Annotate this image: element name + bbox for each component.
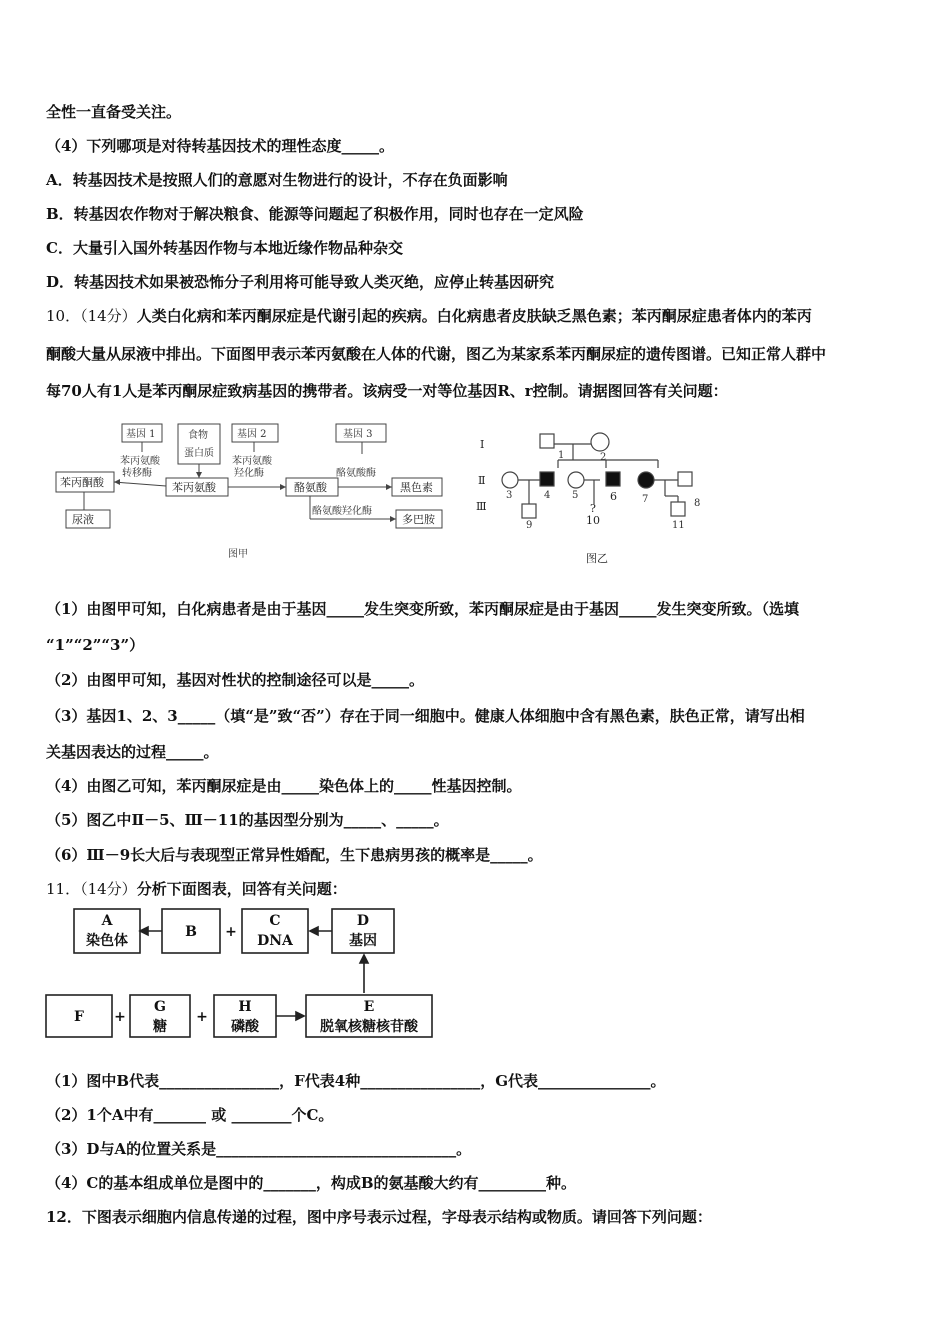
diagram-h-letter: H <box>238 999 252 1015</box>
q12-stem: 12．下图表示细胞内信息传递的过程，图中序号表示过程，字母表示结构或物质。请回答下列问题： <box>46 1208 712 1226</box>
fig-a-food: 食物 <box>188 430 208 441</box>
fig-a-enzyme2-a: 苯丙氨酸 <box>232 456 272 467</box>
diagram-plus-2: + <box>114 1009 126 1025</box>
pedigree-n9: 9 <box>526 520 533 531</box>
fig-a-enzyme3: 酪氨酸酶 <box>336 468 376 479</box>
q10-stem-1: 人类白化病和苯丙酮尿症是代谢引起的疾病。白化病患者皮肤缺乏黑色素；苯丙酮尿症患者体内的苯丙 <box>136 307 812 325</box>
q10-subquestion-4: （4）由图乙可知，苯丙酮尿症是由_____染色体上的_____性基因控制。 <box>46 777 522 795</box>
q10-subquestion-6: （6）Ⅲ－9长大后与表现型正常异性婚配，生下患病男孩的概率是_____。 <box>46 846 543 864</box>
diagram-e-letter: E <box>363 999 375 1015</box>
fig-a-enzyme1-b: 转移酶 <box>122 468 152 479</box>
pedigree-n2: 2 <box>600 452 607 463</box>
diagram-c-letter: C <box>269 913 281 929</box>
pedigree-n5: 5 <box>572 490 579 501</box>
pedigree-n10: 10 <box>586 514 600 527</box>
fig-a-dopamine: 多巴胺 <box>402 513 435 526</box>
pedigree-n4: 4 <box>544 490 551 501</box>
q9-subquestion-4: （4）下列哪项是对待转基因技术的理性态度_____。 <box>46 137 394 155</box>
fig-a-phenylalanine: 苯丙氨酸 <box>172 481 216 494</box>
pedigree-caption: 图乙 <box>586 552 608 565</box>
diagram-plus-3: + <box>196 1009 208 1025</box>
pedigree-gen-I: Ⅰ <box>480 438 485 451</box>
fig-a-phenylpyruvic-acid: 苯丙酮酸 <box>60 476 104 489</box>
q9-option-c: C．大量引入国外转基因作物与本地近缘作物品种杂交 <box>46 239 403 257</box>
diagram-g-name: 糖 <box>153 1019 167 1035</box>
diagram-d-letter: D <box>356 913 370 929</box>
diagram-f: F <box>74 1009 84 1025</box>
fig-a-gene1: 基因 1 <box>126 429 156 440</box>
pedigree-n7: 7 <box>642 494 649 505</box>
figure-b-pedigree <box>470 420 710 570</box>
q11-stem-line <box>46 879 347 899</box>
q10-stem-line-2: 酮酸大量从尿液中排出。下面图甲表示苯丙氨酸在人体的代谢，图乙为某家系苯丙酮尿症的遗传图谱。已知正常人群中 <box>46 345 827 363</box>
q11-subquestion-1: （1）图中B代表________________，F代表4种________________，G代表_______________。 <box>46 1072 666 1090</box>
fig-a-enzyme2-b: 羟化酶 <box>234 468 264 479</box>
diagram-a-letter: A <box>101 913 113 929</box>
q10-subquestion-1-b: “1”“2”“3”） <box>46 636 145 654</box>
fig-a-urine: 尿液 <box>72 513 94 526</box>
q11-subquestion-2: （2）1个A中有_______ 或 ________个C。 <box>46 1106 334 1124</box>
q11-subquestion-4: （4）C的基本组成单位是图中的_______，构成B的氨基酸大约有_________种。 <box>46 1174 577 1192</box>
figure-a-metabolism <box>40 412 460 572</box>
fig-a-protein: 蛋白质 <box>184 448 214 459</box>
diagram-c-name: DNA <box>257 933 293 949</box>
q11-number: 11．（14分） <box>46 880 137 898</box>
pedigree-n1: 1 <box>558 450 565 461</box>
q11-diagram <box>40 905 440 1045</box>
diagram-a-name: 染色体 <box>86 933 128 949</box>
diagram-b: B <box>185 924 197 940</box>
q10-stem-line-1 <box>46 306 812 326</box>
q9-option-a: A．转基因技术是按照人们的意愿对生物进行的设计，不存在负面影响 <box>46 171 508 189</box>
q10-subquestion-3-b: 关基因表达的过程_____。 <box>46 743 219 761</box>
q10-subquestion-1-a: （1）由图甲可知，白化病患者是由于基因_____发生突变所致，苯丙酮尿症是由于基因_____发生突变所致。（选填 <box>46 600 799 618</box>
fig-a-gene2: 基因 2 <box>237 429 267 440</box>
q11-stem: 分析下面图表，回答有关问题： <box>136 880 347 898</box>
pedigree-gen-II: Ⅱ <box>478 474 486 487</box>
pedigree-n6: 6 <box>610 490 617 503</box>
q10-subquestion-2: （2）由图甲可知，基因对性状的控制途径可以是_____。 <box>46 671 424 689</box>
q11-subquestion-3: （3）D与A的位置关系是________________________________。 <box>46 1140 472 1158</box>
fig-a-gene3: 基因 3 <box>343 429 373 440</box>
diagram-plus-1: + <box>225 924 237 940</box>
q10-stem-line-3: 每70人有1人是苯丙酮尿症致病基因的携带者。该病受一对等位基因R、r控制。请据图回答有关问题： <box>46 382 728 400</box>
pedigree-n3: 3 <box>506 490 513 501</box>
fig-a-melanin: 黑色素 <box>400 481 433 494</box>
q9-intro-tail: 全性一直备受关注。 <box>46 103 182 121</box>
fig-a-enzyme1-a: 苯丙氨酸 <box>120 456 160 467</box>
fig-a-enzyme4: 酪氨酸羟化酶 <box>312 506 372 517</box>
diagram-g-letter: G <box>154 999 166 1015</box>
fig-a-caption: 图甲 <box>228 549 248 560</box>
q9-option-b: B．转基因农作物对于解决粮食、能源等问题起了积极作用，同时也存在一定风险 <box>46 205 584 223</box>
diagram-e-name: 脱氧核糖核苷酸 <box>320 1019 418 1035</box>
pedigree-question-mark: ? <box>590 502 596 515</box>
q10-subquestion-3-a: （3）基因1、2、3_____（填“是”致“否”）存在于同一细胞中。健康人体细胞中含有黑色素，肤色正常，请写出相 <box>46 707 805 725</box>
q10-subquestion-5: （5）图乙中Ⅱ－5、Ⅲ－11的基因型分别为_____、_____。 <box>46 811 449 829</box>
pedigree-gen-III: Ⅲ <box>476 500 487 513</box>
pedigree-n8: 8 <box>694 498 701 509</box>
q10-number: 10．（14分） <box>46 307 137 325</box>
fig-a-tyrosine: 酪氨酸 <box>294 481 327 494</box>
diagram-h-name: 磷酸 <box>231 1019 259 1035</box>
diagram-d-name: 基因 <box>349 933 377 949</box>
pedigree-n11: 11 <box>672 520 685 531</box>
q9-option-d: D．转基因技术如果被恐怖分子利用将可能导致人类灭绝，应停止转基因研究 <box>46 273 555 291</box>
